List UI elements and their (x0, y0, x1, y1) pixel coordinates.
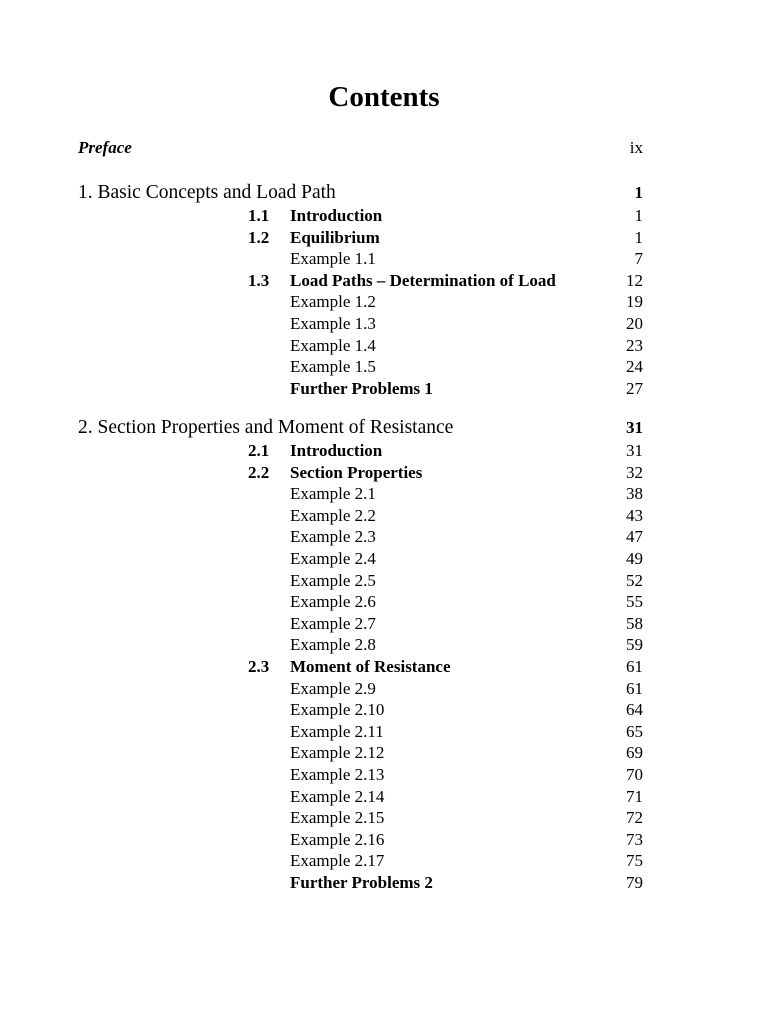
entry-page-number: 55 (626, 592, 643, 612)
section-number: 2.3 (248, 657, 270, 676)
entry-page-number: 47 (626, 527, 643, 547)
example-title: Example 2.2 (290, 505, 376, 525)
entry-page-number: 7 (634, 249, 643, 269)
example-title: Example 2.7 (290, 613, 376, 633)
entry-page-number: 1 (634, 227, 643, 247)
chapter-page-number: 1 (634, 183, 643, 202)
section-title: Moment of Resistance (290, 657, 451, 676)
section-number: 2.2 (248, 462, 270, 482)
entry-page-number: 32 (626, 462, 643, 482)
example-title: Example 2.11 (290, 721, 384, 741)
further-problems-title: Further Problems 2 (290, 873, 433, 892)
example-title: Example 2.4 (290, 549, 376, 568)
example-title: Example 2.5 (290, 570, 376, 590)
example-title: Example 2.13 (290, 765, 385, 784)
preface-page-number: ix (629, 138, 643, 157)
example-title: Example 1.2 (290, 292, 376, 312)
example-title: Example 2.9 (290, 678, 376, 698)
example-title: Example 1.4 (290, 335, 376, 355)
entry-page-number: 24 (626, 357, 643, 377)
entry-page-number: 31 (626, 441, 643, 460)
entry-page-number: 70 (626, 765, 643, 784)
section-title: Introduction (290, 441, 383, 460)
entry-page-number: 69 (626, 743, 643, 763)
entry-page-number: 61 (626, 657, 643, 676)
example-title: Example 2.3 (290, 527, 376, 547)
entry-page-number: 49 (626, 549, 643, 568)
chapter-title: 1. Basic Concepts and Load Path (78, 182, 336, 203)
section-number: 1.1 (248, 206, 270, 225)
entry-page-number: 73 (626, 829, 643, 849)
entry-page-number: 1 (634, 206, 643, 225)
example-title: Example 2.17 (290, 851, 385, 871)
example-title: Example 2.16 (290, 829, 385, 849)
entry-page-number: 38 (626, 484, 643, 504)
entry-page-number: 27 (626, 378, 643, 398)
entry-page-number: 43 (626, 505, 643, 525)
example-title: Example 2.10 (290, 700, 385, 720)
example-title: Example 2.14 (290, 786, 385, 806)
entry-page-number: 79 (626, 873, 643, 892)
example-title: Example 2.1 (290, 484, 376, 504)
entry-page-number: 59 (626, 635, 643, 655)
entry-page-number: 23 (626, 335, 643, 355)
example-title: Example 2.12 (290, 743, 385, 763)
entry-page-number: 75 (626, 851, 643, 871)
example-title: Example 2.8 (290, 635, 376, 655)
entry-page-number: 12 (626, 270, 643, 290)
entry-page-number: 64 (626, 700, 643, 720)
entry-page-number: 65 (626, 721, 643, 741)
example-title: Example 2.15 (290, 808, 385, 828)
section-number: 1.2 (248, 227, 270, 247)
example-title: Example 2.6 (290, 592, 376, 612)
entry-page-number: 20 (626, 314, 643, 333)
section-title: Section Properties (290, 462, 423, 482)
entry-page-number: 52 (626, 570, 643, 590)
entry-page-number: 71 (626, 786, 643, 806)
section-number: 2.1 (248, 441, 270, 460)
preface-label: Preface (78, 138, 132, 157)
example-title: Example 1.5 (290, 357, 376, 377)
further-problems-title: Further Problems 1 (290, 378, 433, 398)
section-number: 1.3 (248, 270, 270, 290)
example-title: Example 1.3 (290, 314, 376, 333)
section-title: Introduction (290, 206, 383, 225)
chapter-page-number: 31 (626, 418, 643, 437)
page-title: Contents (328, 81, 440, 113)
entry-page-number: 19 (626, 292, 643, 312)
chapter-title: 2. Section Properties and Moment of Resistance (78, 417, 454, 438)
section-title: Load Paths – Determination of Load (290, 270, 556, 290)
section-title: Equilibrium (290, 227, 380, 247)
example-title: Example 1.1 (290, 249, 376, 269)
entry-page-number: 58 (626, 613, 643, 633)
entry-page-number: 61 (626, 678, 643, 698)
entry-page-number: 72 (626, 808, 643, 828)
